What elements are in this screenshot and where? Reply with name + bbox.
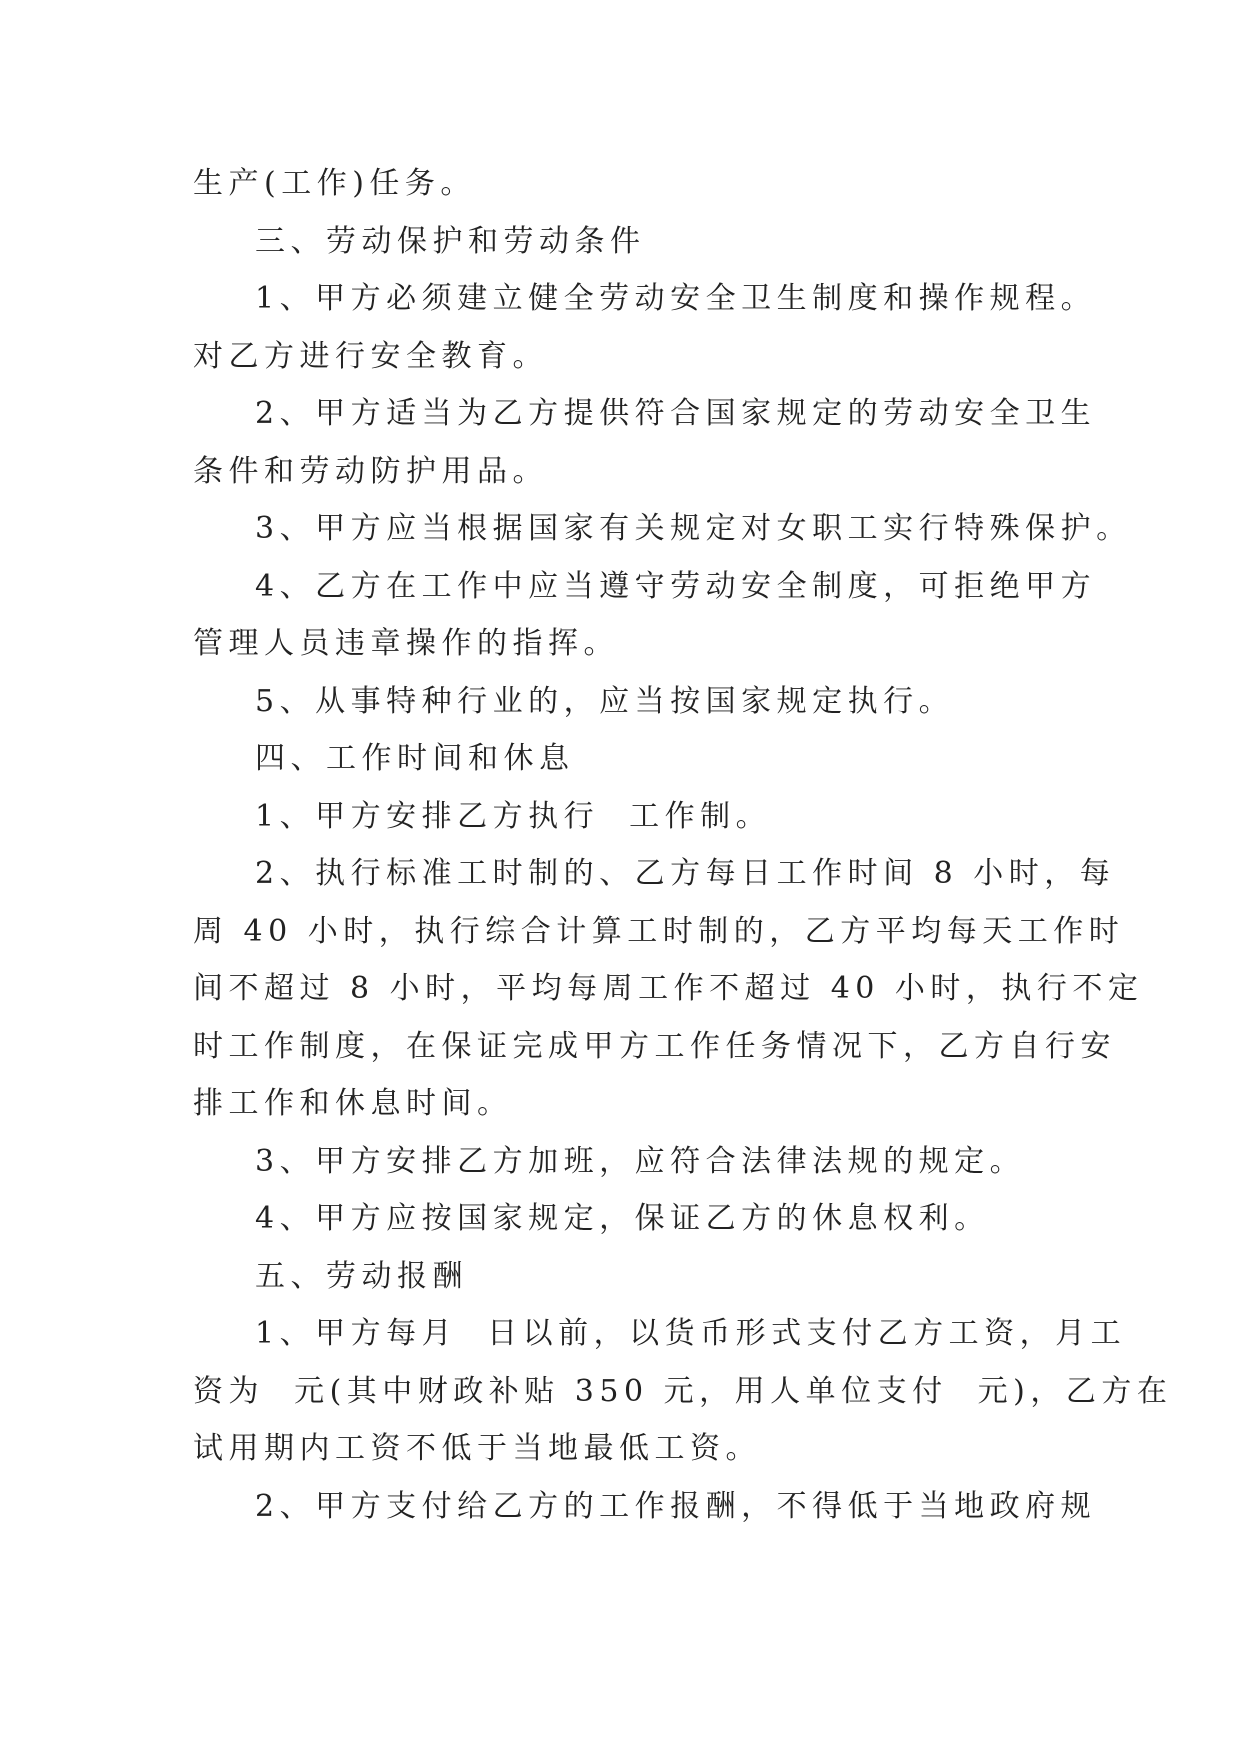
text-line: 3、甲方安排乙方加班，应符合法律法规的规定。 (255, 1143, 1026, 1179)
text-line: 2、执行标准工时制的、乙方每日工作时间 8 小时，每 (255, 856, 1116, 891)
text-line: 条件和劳动防护用品。 (193, 453, 548, 489)
contract-body-text (193, 155, 1173, 1535)
text-line: 排工作和休息时间。 (193, 1086, 513, 1121)
text-line: 5、从事特种行业的，应当按国家规定执行。 (255, 683, 955, 719)
text-line: 1、甲方安排乙方执行 工作制。 (255, 798, 772, 834)
text-line: 资为 元(其中财政补贴 350 元，用人单位支付 元)，乙方在 (193, 1373, 1173, 1409)
text-line: 生产(工作)任务。 (193, 166, 476, 201)
text-line: 2、甲方适当为乙方提供符合国家规定的劳动安全卫生 (255, 396, 1097, 431)
text-line: 时工作制度，在保证完成甲方工作任务情况下，乙方自行安 (193, 1028, 1116, 1064)
text-line: 3、甲方应当根据国家有关规定对女职工实行特殊保护。 (255, 511, 1132, 546)
text-line: 五、劳动报酬 (255, 1258, 468, 1294)
text-line: 对乙方进行安全教育。 (193, 338, 548, 374)
text-line: 三、劳动保护和劳动条件 (255, 223, 646, 259)
text-line: 管理人员违章操作的指挥。 (193, 626, 619, 661)
text-line: 1、甲方每月 日以前，以货币形式支付乙方工资，月工 (255, 1316, 1127, 1351)
text-line: 1、甲方必须建立健全劳动安全卫生制度和操作规程。 (255, 281, 1097, 316)
text-line: 2、甲方支付给乙方的工作报酬，不得低于当地政府规 (255, 1488, 1097, 1524)
text-line: 4、乙方在工作中应当遵守劳动安全制度，可拒绝甲方 (255, 568, 1097, 604)
text-line: 四、工作时间和休息 (255, 741, 575, 776)
text-line: 4、甲方应按国家规定，保证乙方的休息权利。 (255, 1201, 990, 1236)
text-line: 试用期内工资不低于当地最低工资。 (193, 1431, 761, 1466)
text-line: 间不超过 8 小时，平均每周工作不超过 40 小时，执行不定 (193, 971, 1144, 1006)
text-line: 周 40 小时，执行综合计算工时制的，乙方平均每天工作时 (193, 913, 1125, 949)
